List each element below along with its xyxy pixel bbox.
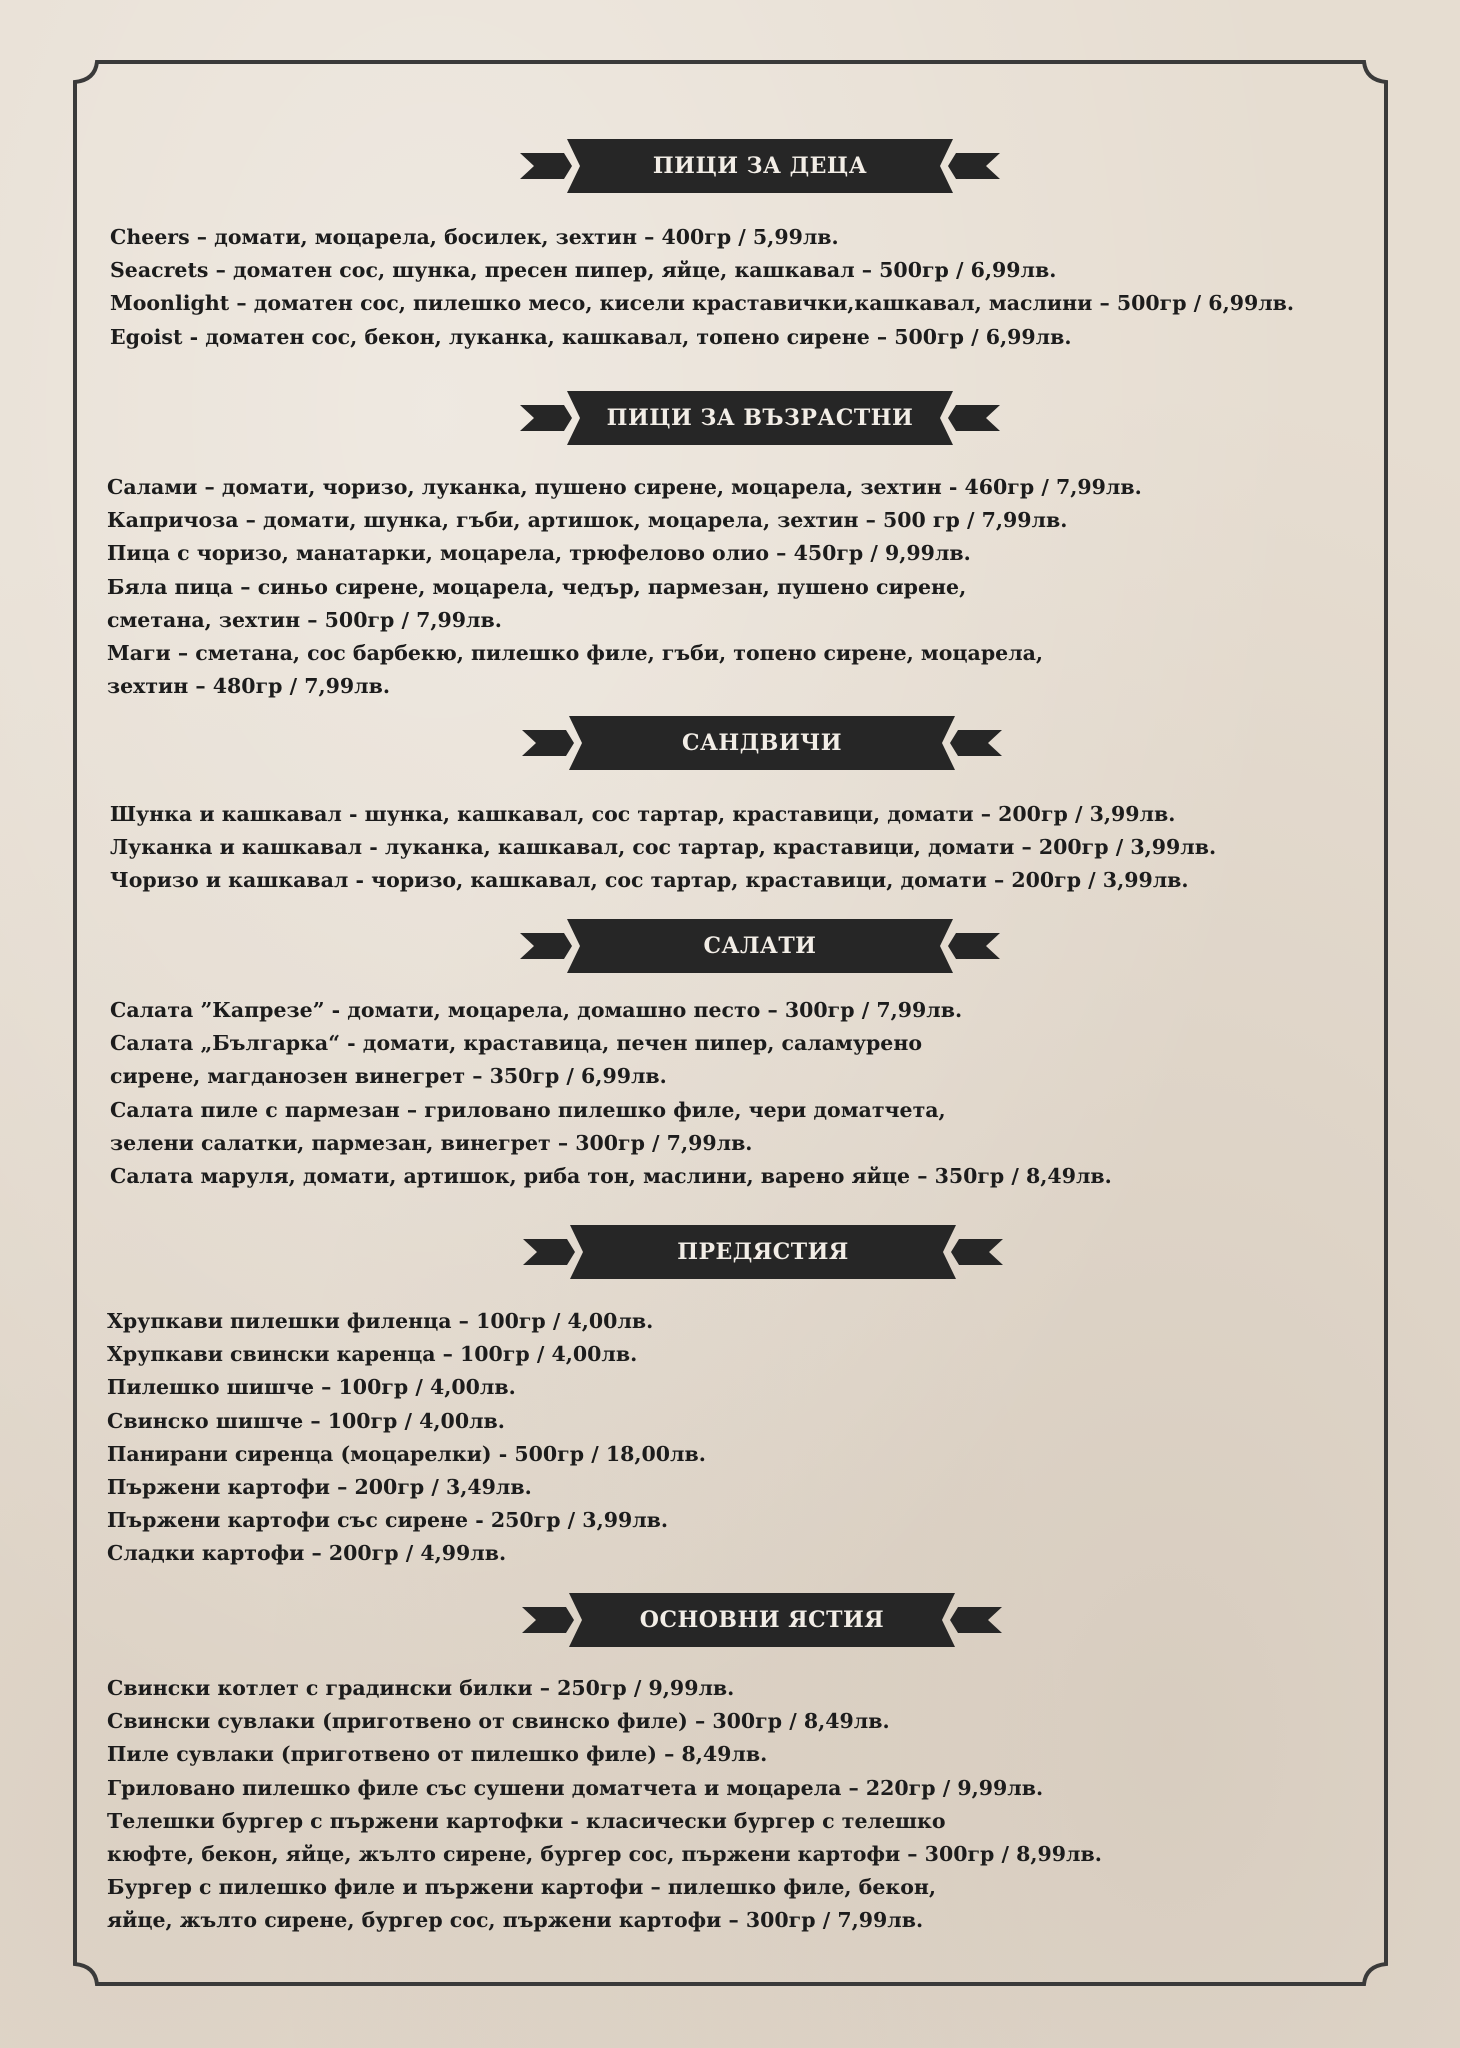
menu-item: Капричоза – домати, шунка, гъби, артишок, моцарела, зехтин – 500 гр / 7,99лв. (107, 508, 1068, 533)
section-title: ПРЕДЯСТИЯ (677, 1239, 849, 1265)
menu-item: зелени салатки, пармезан, винегрет – 300гр / 7,99лв. (110, 1130, 753, 1155)
menu-item: Салата пиле с пармезан – гриловано пилешко филе, чери доматчета, (110, 1097, 946, 1122)
menu-item: Пилешко шишче – 100гр / 4,00лв. (107, 1375, 516, 1400)
menu-item: Пица с чоризо, манатарки, моцарела, трюфелово олио – 450гр / 9,99лв. (107, 541, 971, 566)
section-main-dishes (0, 1593, 1460, 1647)
section-title: САНДВИЧИ (681, 730, 843, 756)
menu-item: сирене, магданозен винегрет – 350гр / 6,99лв. (110, 1064, 667, 1089)
menu-item: сметана, зехтин – 500гр / 7,99лв. (107, 607, 502, 632)
menu-item: Пържени картофи със сирене - 250гр / 3,99лв. (107, 1508, 669, 1533)
menu-item: Пиле сувлаки (приготвено от пилешко филе) – 8,49лв. (107, 1742, 768, 1767)
section-banner (522, 1593, 1002, 1647)
section-banner (520, 139, 1000, 193)
menu-item: Бяла пица – синьо сирене, моцарела, чедър, пармезан, пушено сирене, (107, 574, 967, 599)
menu-item: кюфте, бекон, яйце, жълто сирене, бургер сос, пържени картофи – 300гр / 8,99лв. (107, 1842, 1102, 1867)
section-banner (522, 716, 1002, 770)
menu-item: Маги – сметана, сос барбекю, пилешко филе, гъби, топено сирене, моцарела, (107, 641, 1044, 666)
section-banner (523, 1225, 1003, 1279)
menu-item: Egoist - доматен сос, бекон, луканка, кашкавал, топено сирене – 500гр / 6,99лв. (110, 324, 1072, 349)
menu-item: Пържени картофи – 200гр / 3,49лв. (107, 1475, 532, 1500)
section-title: ПИЦИ ЗА ВЪЗРАСТНИ (606, 405, 914, 431)
menu-item: Луканка и кашкавал - луканка, кашкавал, сос тартар, краставици, домати – 200гр / 3,99лв. (110, 835, 1217, 860)
menu-item: Свинско шишче – 100гр / 4,00лв. (107, 1408, 505, 1433)
menu-item: зехтин – 480гр / 7,99лв. (107, 674, 390, 699)
menu-item: Свински котлет с градински билки – 250гр / 9,99лв. (107, 1676, 735, 1700)
menu-item: Панирани сиренца (моцарелки) - 500гр / 18,00лв. (107, 1441, 706, 1466)
section-sandwiches (0, 716, 1460, 770)
section-banner (520, 391, 1000, 445)
section-items-sandwiches (110, 798, 1216, 898)
menu-item: Салата „Българка“ - домати, краставица, печен пипер, саламурено (110, 1031, 923, 1056)
menu-item: Seacrets – доматен сос, шунка, пресен пипер, яйце, кашкавал – 500гр / 6,99лв. (110, 258, 1057, 283)
menu-item: Хрупкави свински каренца – 100гр / 4,00лв. (107, 1342, 638, 1367)
menu-item: Салата маруля, домати, артишок, риба тон, маслини, варено яйце – 350гр / 8,49лв. (110, 1164, 1112, 1189)
menu-item: Бургер с пилешко филе и пържени картофи – пилешко филе, бекон, (107, 1875, 937, 1900)
menu-item: Телешки бургер с пържени картофки - класически бургер с телешко (107, 1808, 946, 1833)
menu-item: Сладки картофи – 200гр / 4,99лв. (107, 1541, 507, 1566)
section-title: ОСНОВНИ ЯСТИЯ (639, 1607, 885, 1633)
section-items-main-dishes (107, 1672, 1102, 1938)
section-title: САЛАТИ (703, 933, 817, 959)
menu-item: яйце, жълто сирене, бургер сос, пържени картофи – 300гр / 7,99лв. (107, 1908, 924, 1933)
menu-item: Шунка и кашкавал - шунка, кашкавал, сос тартар, краставици, домати – 200гр / 3,99лв. (110, 802, 1176, 826)
menu-item: Чоризо и кашкавал - чоризо, кашкавал, сос тартар, краставици, домати – 200гр / 3,99лв. (110, 868, 1189, 893)
menu-item: Хрупкави пилешки филенца – 100гр / 4,00лв. (107, 1309, 654, 1333)
section-salads (0, 919, 1460, 973)
section-starters (0, 1225, 1460, 1279)
section-banner (520, 919, 1000, 973)
section-kids-pizza (0, 139, 1460, 193)
menu-item: Свински сувлаки (приготвено от свинско филе) – 300гр / 8,49лв. (107, 1709, 890, 1734)
menu-item: Moonlight – доматен сос, пилешко месо, кисели краставички,кашкавал, маслини – 500гр / 6,99лв. (110, 291, 1295, 316)
menu-item: Cheers – домати, моцарела, босилек, зехтин – 400гр / 5,99лв. (110, 225, 839, 249)
section-items-salads (110, 994, 1112, 1193)
menu-item: Салата ”Капрезе” - домати, моцарела, домашно песто – 300гр / 7,99лв. (110, 998, 963, 1022)
section-items-kids-pizza (110, 221, 1294, 354)
section-title: ПИЦИ ЗА ДЕЦА (652, 153, 868, 179)
section-adult-pizza (0, 391, 1460, 445)
menu-item: Салами – домати, чоризо, луканка, пушено сирене, моцарела, зехтин - 460гр / 7,99лв. (107, 475, 1142, 499)
menu-item: Гриловано пилешко филе със сушени доматчета и моцарела – 220гр / 9,99лв. (107, 1775, 1044, 1800)
section-items-adult-pizza (107, 471, 1142, 703)
section-items-starters (107, 1305, 706, 1571)
